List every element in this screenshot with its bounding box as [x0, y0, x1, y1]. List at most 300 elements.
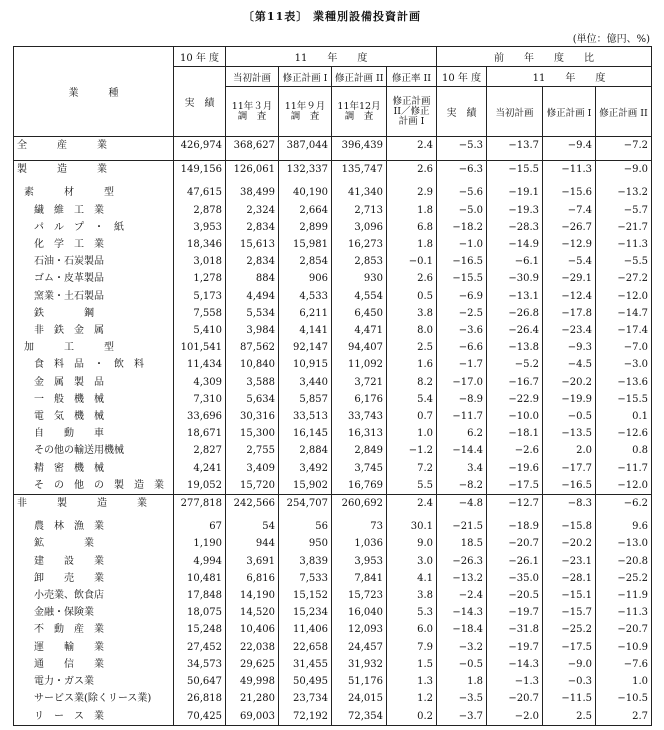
cell-value: 132,337	[279, 161, 332, 179]
cell-value: −0.5	[437, 656, 487, 673]
cell-value: −6.9	[437, 288, 487, 305]
cell-value: −7.0	[596, 339, 652, 356]
cell-value: 27,452	[174, 639, 226, 656]
cell-value: −11.9	[596, 587, 652, 604]
table-row	[14, 656, 652, 673]
cell-value: −18.9	[487, 518, 543, 535]
cell-value: 6,211	[279, 305, 332, 322]
cell-value: 72,192	[279, 708, 332, 726]
cell-value: 15,981	[279, 236, 332, 253]
row-label: 鉱 業	[14, 535, 174, 552]
header-prev-tosho: 当初計画	[487, 87, 543, 137]
cell-value: −19.7	[487, 604, 543, 621]
cell-value: 33,743	[332, 408, 387, 425]
cell-value: 56	[279, 518, 332, 535]
cell-value: −26.4	[487, 322, 543, 339]
row-label: パ ル プ ・ 紙	[14, 219, 174, 236]
cell-value: 54	[226, 518, 279, 535]
cell-value: 38,499	[226, 184, 279, 201]
cell-value: 11,406	[279, 621, 332, 638]
row-label: そ の 他 の 製 造 業	[14, 477, 174, 495]
cell-value: 1,036	[332, 535, 387, 552]
cell-value: −23.4	[543, 322, 596, 339]
row-label: 運 輸 業	[14, 639, 174, 656]
cell-value: 3.0	[387, 553, 437, 570]
cell-value: 3,440	[279, 374, 332, 391]
table-row	[14, 339, 652, 356]
header-prev-y10: 10 年 度	[437, 67, 487, 87]
cell-value: 30,316	[226, 408, 279, 425]
cell-value: 4,533	[279, 288, 332, 305]
cell-value: −8.2	[437, 477, 487, 495]
cell-value: 18,346	[174, 236, 226, 253]
cell-value: 2,853	[332, 253, 387, 270]
cell-value: −25.2	[596, 570, 652, 587]
cell-value: −2.5	[437, 305, 487, 322]
cell-value: 3.4	[437, 460, 487, 477]
table-row	[14, 690, 652, 707]
cell-value: 23,734	[279, 690, 332, 707]
cell-value: 426,974	[174, 137, 226, 155]
cell-value: 884	[226, 270, 279, 287]
row-label: 電力・ガス業	[14, 673, 174, 690]
cell-value: 277,818	[174, 495, 226, 513]
cell-value: 0.2	[387, 708, 437, 726]
cell-value: −13.0	[596, 535, 652, 552]
cell-value: −20.5	[487, 587, 543, 604]
cell-value: 126,061	[226, 161, 279, 179]
table-row	[14, 202, 652, 219]
cell-value: 3,691	[226, 553, 279, 570]
table-row	[14, 535, 652, 552]
row-label: 化 学 工 業	[14, 236, 174, 253]
cell-value: 2,755	[226, 442, 279, 459]
table-row	[14, 460, 652, 477]
cell-value: −1.0	[437, 236, 487, 253]
cell-value: −2.0	[487, 708, 543, 726]
header-prev-y11: 11 年 度	[487, 67, 652, 87]
cell-value: −19.1	[487, 184, 543, 201]
cell-value: 7.2	[387, 460, 437, 477]
cell-value: 1,278	[174, 270, 226, 287]
cell-value: 2,834	[226, 219, 279, 236]
cell-value: 242,566	[226, 495, 279, 513]
cell-value: 1.0	[387, 425, 437, 442]
cell-value: −15.5	[596, 391, 652, 408]
row-label: 加 工 型	[14, 339, 174, 356]
cell-value: −26.3	[437, 553, 487, 570]
cell-value: 47,615	[174, 184, 226, 201]
cell-value: 67	[174, 518, 226, 535]
cell-value: −6.3	[437, 161, 487, 179]
cell-value: −15.7	[543, 604, 596, 621]
cell-value: −18.2	[437, 219, 487, 236]
cell-value: 70,425	[174, 708, 226, 726]
table-row	[14, 374, 652, 391]
cell-value: 5,534	[226, 305, 279, 322]
header-industry: 業 種	[14, 47, 174, 137]
cell-value: 30.1	[387, 518, 437, 535]
cell-value: −3.6	[437, 322, 487, 339]
cell-value: 16,769	[332, 477, 387, 495]
cell-value: 5,634	[226, 391, 279, 408]
cell-value: 1.0	[596, 673, 652, 690]
cell-value: 3,096	[332, 219, 387, 236]
row-label: 製 造 業	[14, 161, 174, 179]
cell-value: 3,721	[332, 374, 387, 391]
cell-value: −26.1	[487, 553, 543, 570]
cell-value: −15.8	[543, 518, 596, 535]
cell-value: −17.7	[543, 460, 596, 477]
table-row	[14, 604, 652, 621]
table-row	[14, 408, 652, 425]
row-label: 精 密 機 械	[14, 460, 174, 477]
cell-value: −20.8	[596, 553, 652, 570]
cell-value: −7.4	[543, 202, 596, 219]
table-row	[14, 137, 652, 155]
cell-value: 10,481	[174, 570, 226, 587]
cell-value: −14.7	[596, 305, 652, 322]
cell-value: −18.1	[487, 425, 543, 442]
cell-value: −14.3	[487, 656, 543, 673]
cell-value: −6.2	[596, 495, 652, 513]
cell-value: −17.4	[596, 322, 652, 339]
cell-value: 2,854	[279, 253, 332, 270]
cell-value: 6.2	[437, 425, 487, 442]
cell-value: −18.4	[437, 621, 487, 638]
cell-value: −13.2	[437, 570, 487, 587]
cell-value: 2.4	[387, 137, 437, 155]
table-row	[14, 219, 652, 236]
cell-value: 2,899	[279, 219, 332, 236]
cell-value: 2,713	[332, 202, 387, 219]
cell-value: 31,455	[279, 656, 332, 673]
cell-value: 15,248	[174, 621, 226, 638]
header-prev-s2: 修正計画 II	[596, 87, 652, 137]
cell-value: 7,533	[279, 570, 332, 587]
row-label: 卸 売 業	[14, 570, 174, 587]
cell-value: −5.0	[437, 202, 487, 219]
cell-value: −4.5	[543, 356, 596, 373]
cell-value: −9.0	[596, 161, 652, 179]
cell-value: 368,627	[226, 137, 279, 155]
cell-value: 73	[332, 518, 387, 535]
cell-value: 22,658	[279, 639, 332, 656]
cell-value: 2,827	[174, 442, 226, 459]
cell-value: 1.8	[437, 673, 487, 690]
cell-value: −2.6	[487, 442, 543, 459]
cell-value: −0.5	[543, 408, 596, 425]
cell-value: −19.9	[543, 391, 596, 408]
cell-value: 9.0	[387, 535, 437, 552]
header-date-dec: 11年12月 調 査	[332, 87, 387, 137]
unit-note: (単位：億円、%)	[572, 34, 650, 45]
cell-value: 26,818	[174, 690, 226, 707]
cell-value: −11.7	[596, 460, 652, 477]
cell-value: 3,409	[226, 460, 279, 477]
cell-value: 2,664	[279, 202, 332, 219]
cell-value: −13.1	[487, 288, 543, 305]
cell-value: 33,513	[279, 408, 332, 425]
cell-value: 2.7	[596, 708, 652, 726]
table-row	[14, 553, 652, 570]
cell-value: −9.4	[543, 137, 596, 155]
row-label: 一 般 機 械	[14, 391, 174, 408]
cell-value: 21,280	[226, 690, 279, 707]
cell-value: −20.2	[543, 374, 596, 391]
cell-value: 7,558	[174, 305, 226, 322]
cell-value: −1.3	[487, 673, 543, 690]
cell-value: 15,613	[226, 236, 279, 253]
cell-value: −11.3	[596, 604, 652, 621]
cell-value: 22,038	[226, 639, 279, 656]
row-label: リ ー ス 業	[14, 708, 174, 726]
cell-value: 15,234	[279, 604, 332, 621]
cell-value: −16.7	[487, 374, 543, 391]
cell-value: 2.0	[543, 442, 596, 459]
table-row	[14, 570, 652, 587]
cell-value: 2.6	[387, 161, 437, 179]
row-label: 鉄 鋼	[14, 305, 174, 322]
row-label: 金融・保険業	[14, 604, 174, 621]
cell-value: 930	[332, 270, 387, 287]
row-label: 自 動 車	[14, 425, 174, 442]
cell-value: 33,696	[174, 408, 226, 425]
cell-value: −6.6	[437, 339, 487, 356]
table-row	[14, 391, 652, 408]
row-label: 非 製 造 業	[14, 495, 174, 513]
cell-value: −22.9	[487, 391, 543, 408]
cell-value: 260,692	[332, 495, 387, 513]
table-row	[14, 621, 652, 638]
cell-value: 87,562	[226, 339, 279, 356]
cell-value: −13.2	[596, 184, 652, 201]
table-row	[14, 184, 652, 201]
cell-value: −12.9	[543, 236, 596, 253]
cell-value: 944	[226, 535, 279, 552]
cell-value: 387,044	[279, 137, 332, 155]
cell-value: 5,857	[279, 391, 332, 408]
cell-value: 6,816	[226, 570, 279, 587]
cell-value: −26.7	[543, 219, 596, 236]
cell-value: −12.0	[596, 477, 652, 495]
cell-value: −17.0	[437, 374, 487, 391]
cell-value: −9.3	[543, 339, 596, 356]
cell-value: 4,241	[174, 460, 226, 477]
cell-value: −0.3	[543, 673, 596, 690]
cell-value: −12.0	[596, 288, 652, 305]
cell-value: −13.6	[596, 374, 652, 391]
cell-value: −20.7	[487, 690, 543, 707]
cell-value: 0.8	[596, 442, 652, 459]
cell-value: 4,994	[174, 553, 226, 570]
cell-value: −0.1	[387, 253, 437, 270]
cell-value: 1.3	[387, 673, 437, 690]
header-tosho: 当初計画	[226, 67, 279, 87]
cell-value: −11.3	[596, 236, 652, 253]
row-label: 食 料 品 ・ 飲 料	[14, 356, 174, 373]
row-label: 通 信 業	[14, 656, 174, 673]
cell-value: −17.8	[543, 305, 596, 322]
cell-value: −29.1	[543, 270, 596, 287]
row-label: 非 鉄 金 属	[14, 322, 174, 339]
cell-value: −11.7	[437, 408, 487, 425]
header-shusei2: 修正計画 II	[332, 67, 387, 87]
cell-value: 950	[279, 535, 332, 552]
cell-value: 1.2	[387, 690, 437, 707]
header-shusei1: 修正計画 I	[279, 67, 332, 87]
cell-value: −3.0	[596, 356, 652, 373]
header-date-sep: 11年９月 調 査	[279, 87, 332, 137]
cell-value: 15,720	[226, 477, 279, 495]
cell-value: 10,406	[226, 621, 279, 638]
row-label: 不 動 産 業	[14, 621, 174, 638]
cell-value: −14.9	[487, 236, 543, 253]
cell-value: 3,018	[174, 253, 226, 270]
cell-value: −13.5	[543, 425, 596, 442]
table-row	[14, 477, 652, 495]
cell-value: 0.5	[387, 288, 437, 305]
cell-value: 16,313	[332, 425, 387, 442]
cell-value: −6.1	[487, 253, 543, 270]
cell-value: −13.8	[487, 339, 543, 356]
cell-value: −9.0	[543, 656, 596, 673]
cell-value: 40,190	[279, 184, 332, 201]
cell-value: 72,354	[332, 708, 387, 726]
cell-value: −5.4	[543, 253, 596, 270]
cell-value: −19.6	[487, 460, 543, 477]
header-prev-s1: 修正計画 I	[543, 87, 596, 137]
cell-value: 18,075	[174, 604, 226, 621]
cell-value: 15,902	[279, 477, 332, 495]
cell-value: −17.5	[543, 639, 596, 656]
cell-value: −19.3	[487, 202, 543, 219]
table-row	[14, 322, 652, 339]
cell-value: 149,156	[174, 161, 226, 179]
cell-value: −1.7	[437, 356, 487, 373]
cell-value: 6,176	[332, 391, 387, 408]
cell-value: −28.1	[543, 570, 596, 587]
table-row	[14, 673, 652, 690]
cell-value: 9.6	[596, 518, 652, 535]
cell-value: 0.1	[596, 408, 652, 425]
cell-value: 24,457	[332, 639, 387, 656]
table-row	[14, 161, 652, 179]
cell-value: 14,190	[226, 587, 279, 604]
cell-value: 49,998	[226, 673, 279, 690]
cell-value: −25.2	[543, 621, 596, 638]
cell-value: 5.4	[387, 391, 437, 408]
cell-value: −15.1	[543, 587, 596, 604]
cell-value: −5.3	[437, 137, 487, 155]
cell-value: 2.5	[543, 708, 596, 726]
cell-value: −3.7	[437, 708, 487, 726]
row-label: 石油・石炭製品	[14, 253, 174, 270]
table-row	[14, 356, 652, 373]
cell-value: −14.4	[437, 442, 487, 459]
table-row	[14, 425, 652, 442]
cell-value: 11,434	[174, 356, 226, 373]
cell-value: 396,439	[332, 137, 387, 155]
cell-value: −10.5	[596, 690, 652, 707]
cell-value: −13.7	[487, 137, 543, 155]
cell-value: 19,052	[174, 477, 226, 495]
table-row	[14, 270, 652, 287]
cell-value: −16.5	[437, 253, 487, 270]
cell-value: −2.4	[437, 587, 487, 604]
row-label: 建 設 業	[14, 553, 174, 570]
table-row	[14, 288, 652, 305]
cell-value: −11.5	[543, 690, 596, 707]
cell-value: −3.5	[437, 690, 487, 707]
header-y10: 10 年 度	[174, 47, 226, 67]
table-title: 〔第11表〕 業種別設備投資計画	[242, 10, 422, 23]
cell-value: 24,015	[332, 690, 387, 707]
cell-value: 51,176	[332, 673, 387, 690]
cell-value: 906	[279, 270, 332, 287]
cell-value: 3,839	[279, 553, 332, 570]
cell-value: 31,932	[332, 656, 387, 673]
cell-value: −31.8	[487, 621, 543, 638]
row-label: サービス業(除くリース業)	[14, 690, 174, 707]
cell-value: 2,834	[226, 253, 279, 270]
cell-value: −17.5	[487, 477, 543, 495]
row-label: ゴム・皮革製品	[14, 270, 174, 287]
cell-value: 2,849	[332, 442, 387, 459]
cell-value: 2,878	[174, 202, 226, 219]
cell-value: 11,092	[332, 356, 387, 373]
cell-value: −4.8	[437, 495, 487, 513]
cell-value: 14,520	[226, 604, 279, 621]
row-label: 電 気 機 械	[14, 408, 174, 425]
cell-value: −14.3	[437, 604, 487, 621]
cell-value: 15,152	[279, 587, 332, 604]
cell-value: 15,300	[226, 425, 279, 442]
cell-value: 6.0	[387, 621, 437, 638]
cell-value: 2.9	[387, 184, 437, 201]
cell-value: 3,953	[332, 553, 387, 570]
cell-value: −30.9	[487, 270, 543, 287]
cell-value: −15.5	[487, 161, 543, 179]
header-y11: 11 年 度	[226, 47, 437, 67]
cell-value: 254,707	[279, 495, 332, 513]
investment-table	[13, 46, 652, 726]
cell-value: 5,173	[174, 288, 226, 305]
row-label: 窯業・土石製品	[14, 288, 174, 305]
cell-value: 4,494	[226, 288, 279, 305]
cell-value: 3,588	[226, 374, 279, 391]
cell-value: 2,884	[279, 442, 332, 459]
cell-value: −10.0	[487, 408, 543, 425]
cell-value: −8.9	[437, 391, 487, 408]
cell-value: −26.8	[487, 305, 543, 322]
header-prev: 前 年 度 比	[437, 47, 652, 67]
table-row	[14, 253, 652, 270]
cell-value: −5.5	[596, 253, 652, 270]
cell-value: 8.2	[387, 374, 437, 391]
row-label: 小売業、飲食店	[14, 587, 174, 604]
cell-value: −15.5	[437, 270, 487, 287]
table-row	[14, 708, 652, 726]
cell-value: −35.0	[487, 570, 543, 587]
cell-value: 1,190	[174, 535, 226, 552]
cell-value: 7.9	[387, 639, 437, 656]
cell-value: 1.6	[387, 356, 437, 373]
cell-value: −5.2	[487, 356, 543, 373]
cell-value: −28.3	[487, 219, 543, 236]
cell-value: −21.5	[437, 518, 487, 535]
cell-value: 2.6	[387, 270, 437, 287]
